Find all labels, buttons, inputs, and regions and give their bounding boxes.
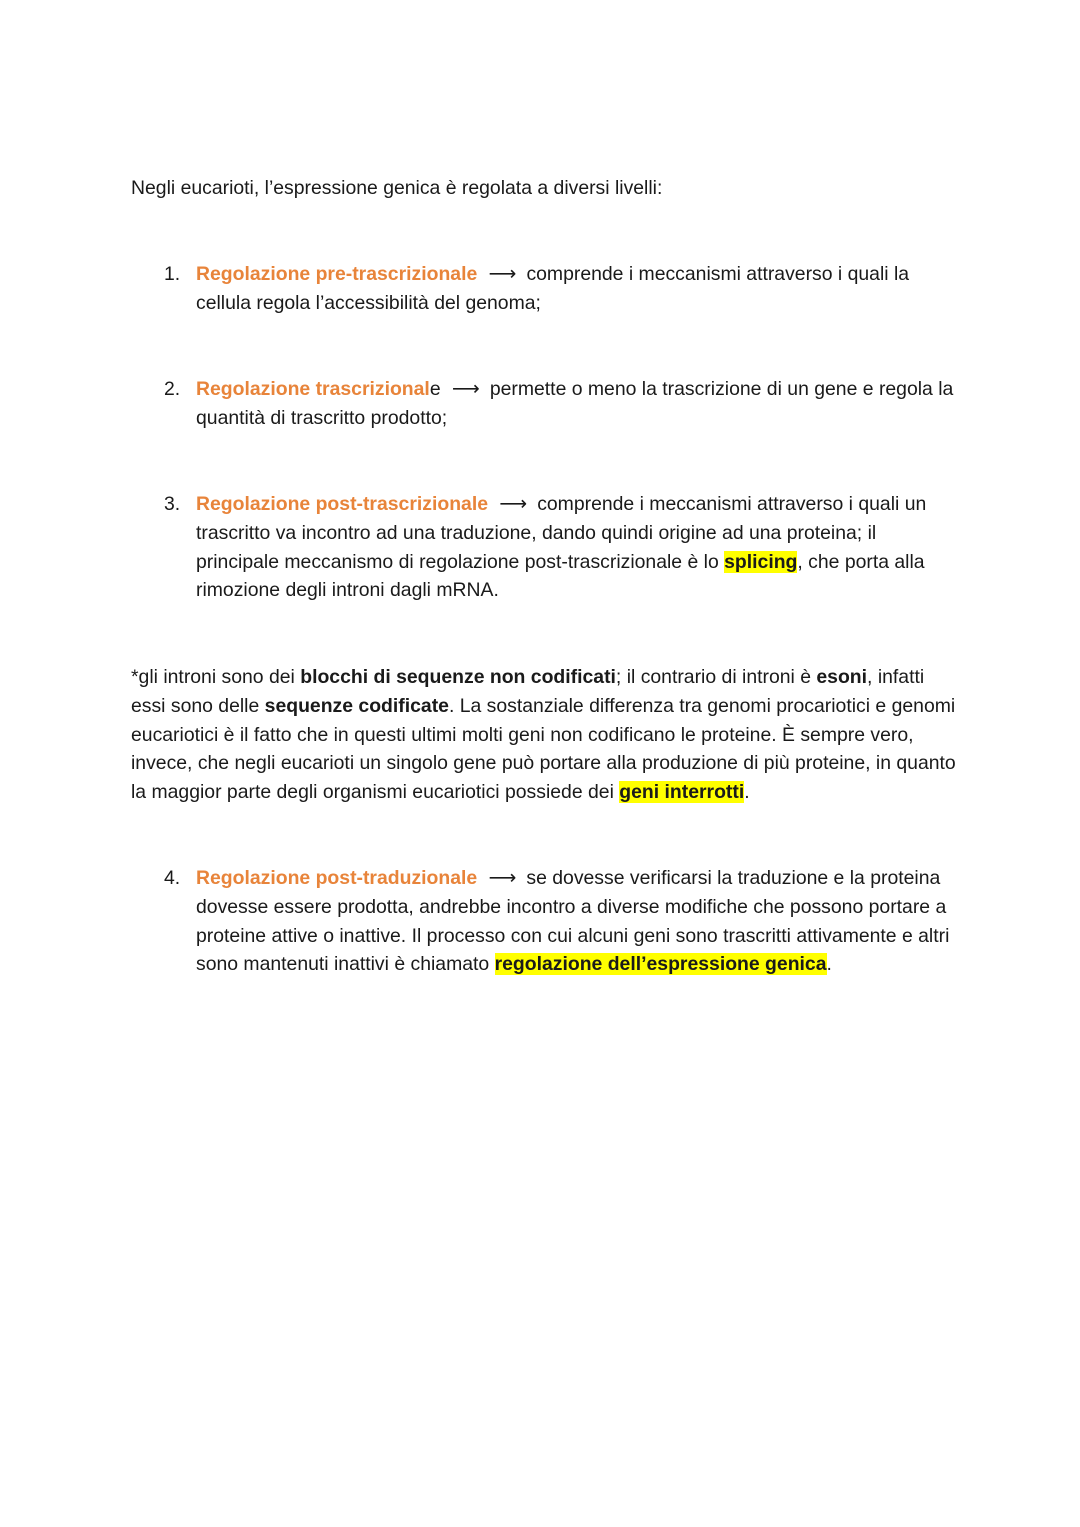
bold-term: esoni [816,666,868,688]
list-item-pre-transcriptional [164,260,964,318]
item-text-end: . [826,953,832,976]
note-text: ; il contrario di introni è [615,666,817,688]
highlighted-term: splicing [724,550,798,573]
list-item-body [196,260,964,318]
list-number: 3. [164,493,181,515]
right-arrow-icon: ⟶ [499,493,528,515]
item-title: Regolazione pre-trascrizionale [196,263,478,285]
introns-note-paragraph [131,663,961,807]
list-number: 2. [164,378,181,400]
list-number: 1. [164,263,181,285]
list-item-post-translational [164,864,964,979]
item-text: permette o meno la trascrizione di un gene e regola la quantità di trascritto prodotto; [196,378,954,429]
highlighted-term: geni interrotti [619,781,745,804]
list-item-body [196,490,964,605]
item-title-suffix: e [429,378,441,400]
note-text: *gli introni sono dei [131,666,301,688]
list-item-body [196,864,964,979]
item-title: Regolazione trascrizional [196,378,430,400]
item-text: se dovesse verificarsi la traduzione e la proteina dovesse essere prodotta, andrebbe incontro a diverse modifiche che possono portare a proteine attive o inattive. Il processo con cui alcuni geni sono trascritti attivamente e altri sono mantenuti inattivi è chiamato [196,867,950,976]
item-text: comprende i meccanismi attraverso i quali un trascritto va incontro ad una traduzione, dando quindi origine ad una proteina; il principale meccanismo di regolazione post-trascrizionale è lo [196,493,927,573]
list-item-post-transcriptional [164,490,964,605]
intro-paragraph: Negli eucarioti, l’espressione genica è regolata a diversi livelli: [131,177,663,199]
highlighted-term: regolazione dell’espressione genica [494,953,827,976]
right-arrow-icon: ⟶ [452,378,480,400]
note-text: . La sostanziale differenza tra genomi procariotici e genomi eucariotici è il fatto che in questi ultimi molti geni non codificano le proteine. È sempre vero, invece, che negli eucarioti un singolo gene può portare alla produzione di più proteine, in quanto la maggior parte degli organismi eucariotici possiede dei [131,694,956,804]
list-item-transcriptional [164,375,964,433]
item-title: Regolazione post-traduzionale [196,867,478,889]
bold-term: sequenze codificate [264,694,449,717]
bold-term: blocchi di sequenze non codificati [300,666,616,688]
item-title: Regolazione post-trascrizionale [196,493,488,515]
note-text: , infatti essi sono delle [131,666,925,717]
right-arrow-icon: ⟶ [488,867,517,889]
note-text-end: . [744,781,750,804]
item-text: comprende i meccanismi attraverso i quali la cellula regola l’accessibilità del genoma; [196,263,910,314]
list-item-body [196,375,964,433]
item-text-end: , che porta alla rimozione degli introni dagli mRNA. [196,550,925,602]
list-number: 4. [164,867,181,889]
right-arrow-icon: ⟶ [488,263,517,285]
